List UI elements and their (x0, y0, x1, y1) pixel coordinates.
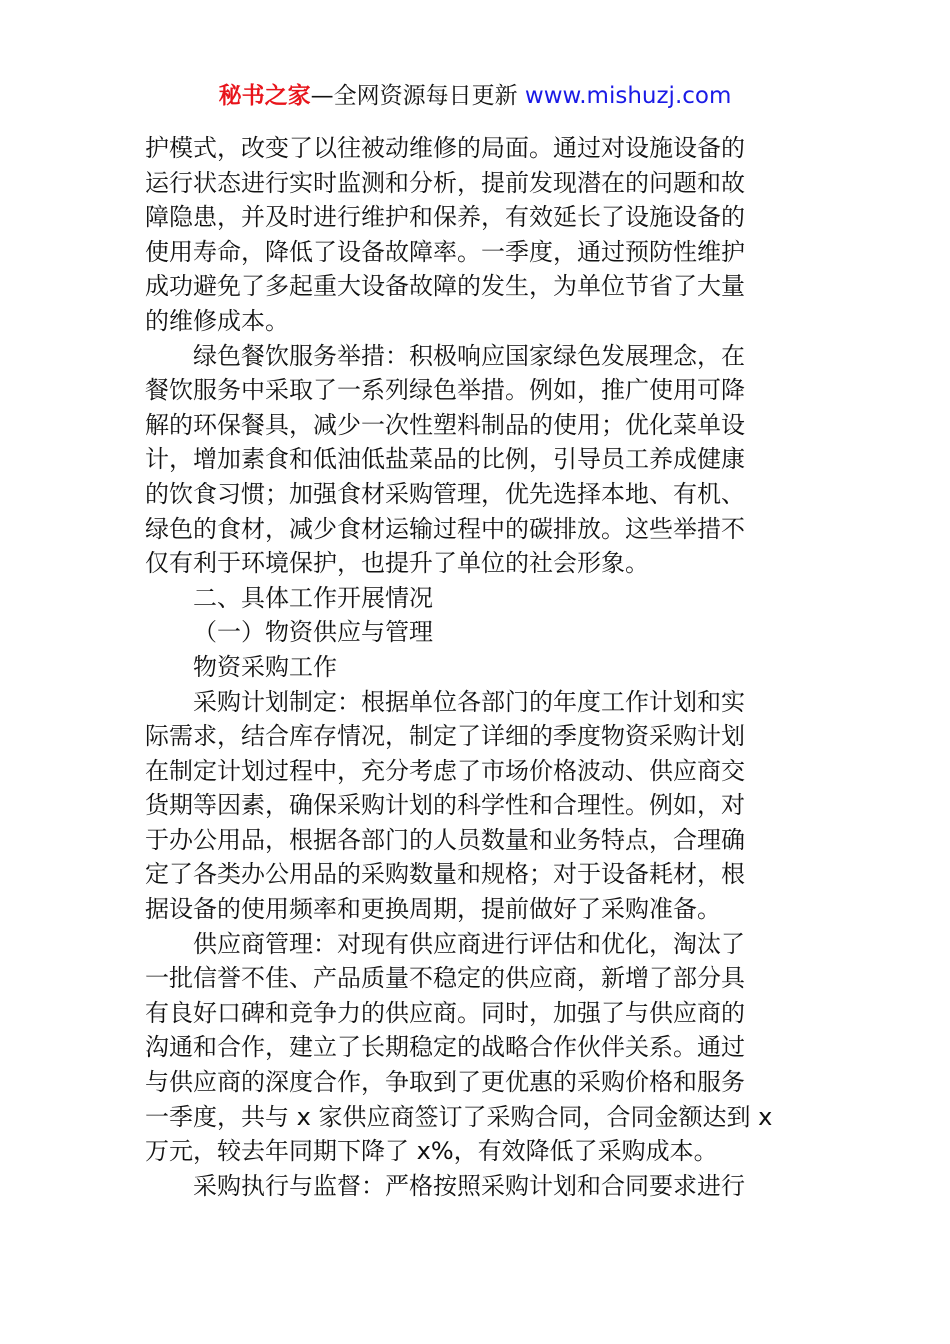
text-line: 一批信誉不佳、产品质量不稳定的供应商，新增了部分具 (145, 964, 745, 993)
header-tagline: —全网资源每日更新 (310, 83, 518, 109)
text-line: 障隐患，并及时进行维护和保养，有效延长了设施设备的 (145, 203, 745, 232)
site-url-link[interactable]: www.mishuzj.com (524, 83, 732, 109)
text-line: 货期等因素，确保采购计划的科学性和合理性。例如，对 (145, 791, 745, 820)
text-line: 使用寿命，降低了设备故障率。一季度，通过预防性维护 (145, 237, 745, 266)
text-line: 有良好口碑和竞争力的供应商。同时，加强了与供应商的 (145, 998, 745, 1027)
text-line: 成功避免了多起重大设备故障的发生，为单位节省了大量 (145, 272, 745, 301)
text-line: 据设备的使用频率和更换周期，提前做好了采购准备。 (145, 895, 721, 924)
text-line: 万元，较去年同期下降了 x%，有效降低了采购成本。 (145, 1137, 718, 1166)
paragraph-start-line: 采购计划制定：根据单位各部门的年度工作计划和实 (193, 687, 745, 716)
text-line: 护模式，改变了以往被动维修的局面。通过对设施设备的 (145, 134, 745, 162)
site-header (0, 78, 950, 114)
text-line: 餐饮服务中采取了一系列绿色举措。例如，推广使用可降 (145, 376, 745, 405)
paragraph-start-line: 采购执行与监督：严格按照采购计划和合同要求进行 (193, 1171, 745, 1200)
sub-subsection-heading: 物资采购工作 (193, 652, 337, 681)
text-line: 于办公用品，根据各部门的人员数量和业务特点，合理确 (145, 825, 745, 854)
text-line: 一季度，共与 x 家供应商签订了采购合同，合同金额达到 x (145, 1102, 773, 1131)
brand-name: 秘书之家 (218, 83, 311, 109)
text-line: 际需求，结合库存情况，制定了详细的季度物资采购计划 (145, 722, 745, 751)
paragraph-start-line: 供应商管理：对现有供应商进行评估和优化，淘汰了 (193, 929, 745, 958)
text-line: 绿色的食材，减少食材运输过程中的碳排放。这些举措不 (145, 514, 745, 543)
paragraph-start-line: 绿色餐饮服务举措：积极响应国家绿色发展理念，在 (193, 341, 745, 370)
text-line: 仅有利于环境保护，也提升了单位的社会形象。 (145, 549, 649, 578)
subsection-heading: （一）物资供应与管理 (193, 618, 433, 647)
section-heading: 二、具体工作开展情况 (193, 583, 433, 612)
text-line: 在制定计划过程中，充分考虑了市场价格波动、供应商交 (145, 756, 745, 785)
text-line: 定了各类办公用品的采购数量和规格；对于设备耗材，根 (145, 860, 745, 889)
text-line: 的饮食习惯；加强食材采购管理，优先选择本地、有机、 (145, 479, 745, 508)
text-line: 解的环保餐具，减少一次性塑料制品的使用；优化菜单设 (145, 410, 745, 439)
document-body (145, 131, 811, 1203)
text-line: 运行状态进行实时监测和分析，提前发现潜在的问题和故 (145, 168, 745, 197)
text-line: 沟通和合作，建立了长期稳定的战略合作伙伴关系。通过 (145, 1033, 745, 1062)
text-line: 的维修成本。 (145, 306, 289, 335)
text-line: 与供应商的深度合作，争取到了更优惠的采购价格和服务 (145, 1068, 745, 1097)
text-line: 计，增加素食和低油低盐菜品的比例，引导员工养成健康 (145, 445, 745, 474)
